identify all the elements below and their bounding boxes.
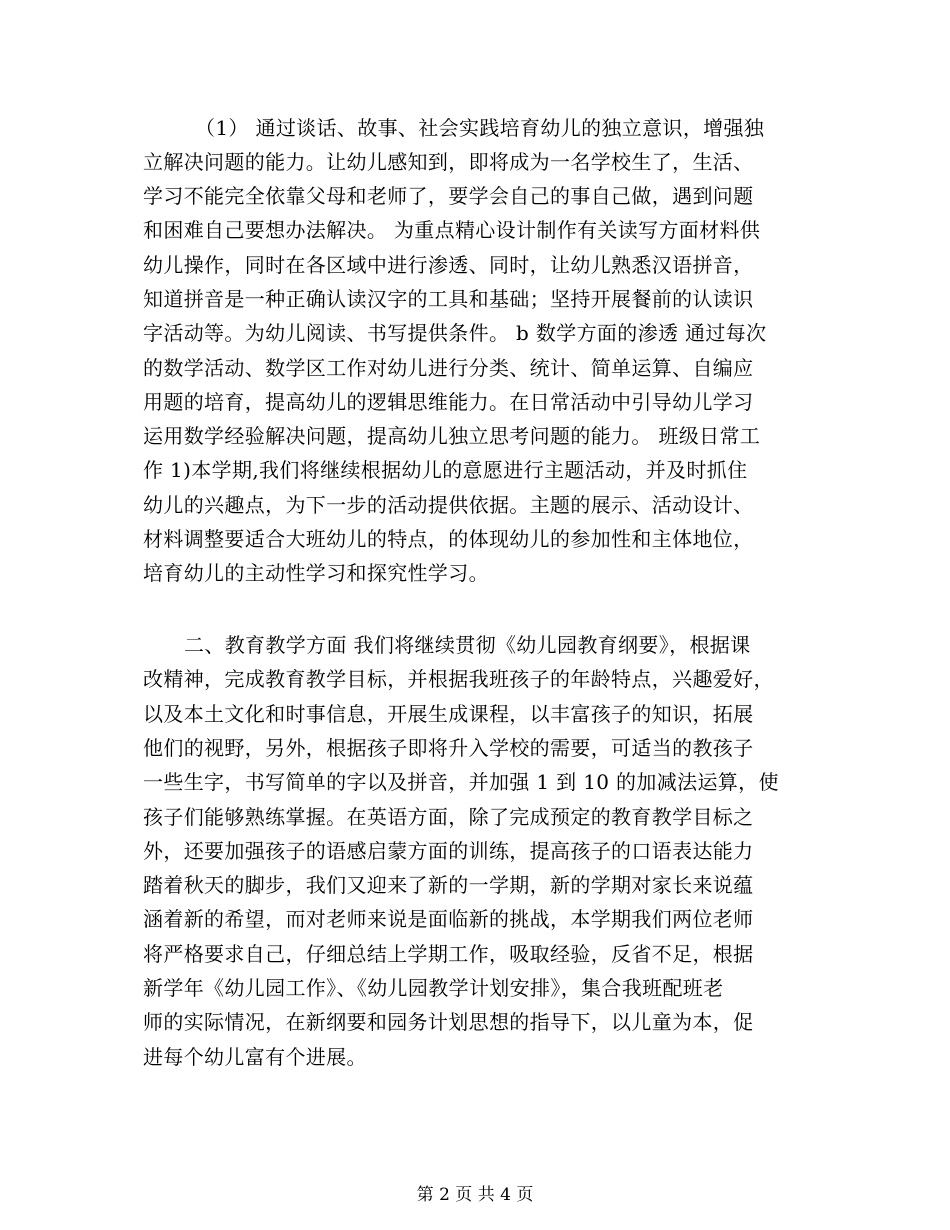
paragraph-2-line-1: 二、教育教学方面 我们将继续贯彻《幼儿园教育纲要》，根据课 [184,633,751,657]
paragraph-2-line-11: 新学年《幼儿园工作》、《幼儿园教学计划安排》，集合我班配班老 [143,976,724,1000]
paragraph-1-line-3: 学习不能完全依靠父母和老师了，要学会自己的事自己做，遇到问题 [143,184,754,208]
paragraph-2-line-3: 以及本土文化和时事信息，开展生成课程，以丰富孩子的知识，拓展 [143,702,754,726]
paragraph-2-line-6: 孩子们能够熟练掌握。在英语方面，除了完成预定的教育教学目标之 [143,805,754,829]
page-footer: 第 2 页 共 4 页 [416,1185,534,1205]
paragraph-1-line-13: 材料调整要适合大班幼儿的特点，的体现幼儿的参加性和主体地位， [143,527,754,551]
paragraph-2-line-4: 他们的视野，另外，根据孩子即将升入学校的需要，可适当的教孩子 [143,736,754,760]
paragraph-2-line-13: 进每个幼儿富有个进展。 [143,1045,367,1069]
paragraph-2-line-9: 涵着新的希望，而对老师来说是面临新的挑战，本学期我们两位老师 [143,907,754,931]
paragraph-1-line-4: 和困难自己要想办法解决。 为重点精心设计制作有关读写方面材料供 [143,218,761,242]
paragraph-1-line-14: 培育幼儿的主动性学习和探究性学习。 [143,561,489,585]
paragraph-2-line-12: 师的实际情况，在新纲要和园务计划思想的指导下，以儿童为本，促 [143,1010,754,1034]
paragraph-2-line-2: 改精神，完成教育教学目标，并根据我班孩子的年龄特点，兴趣爱好， [143,667,774,691]
paragraph-2-line-7: 外，还要加强孩子的语感启蒙方面的训练，提高孩子的口语表达能力 [143,839,754,863]
paragraph-2-line-8: 踏着秋天的脚步，我们又迎来了新的一学期，新的学期对家长来说蕴 [143,873,754,897]
paragraph-1-line-10: 运用数学经验解决问题，提高幼儿独立思考问题的能力。 班级日常工 [143,424,761,448]
paragraph-2-line-5: 一些生字，书写简单的字以及拼音，并加强 1 到 10 的加减法运算，使 [143,770,779,794]
paragraph-1-line-8: 的数学活动、数学区工作对幼儿进行分类、统计、简单运算、自编应 [143,356,754,380]
paragraph-1-line-11: 作 1)本学期,我们将继续根据幼儿的意愿进行主题活动，并及时抓住 [143,458,748,482]
paragraph-1-line-7: 字活动等。为幼儿阅读、书写提供条件。 b 数学方面的渗透 通过每次 [143,321,767,345]
paragraph-2-line-10: 将严格要求自己，仔细总结上学期工作，吸取经验，反省不足，根据 [143,942,754,966]
paragraph-1-line-6: 知道拼音是一种正确认读汉字的工具和基础；坚持开展餐前的认读识 [143,287,754,311]
paragraph-1-line-12: 幼儿的兴趣点，为下一步的活动提供依据。主题的展示、活动设计、 [143,493,754,517]
paragraph-1-line-2: 立解决问题的能力。让幼儿感知到，即将成为一名学校生了，生活、 [143,150,754,174]
paragraph-1-line-5: 幼儿操作，同时在各区域中进行渗透、同时，让幼儿熟悉汉语拼音， [143,253,754,277]
paragraph-1-line-9: 用题的培育，提高幼儿的逻辑思维能力。在日常活动中引导幼儿学习 [143,390,754,414]
paragraph-1-line-1: （1） 通过谈话、故事、社会实践培育幼儿的独立意识，增强独 [195,116,765,140]
